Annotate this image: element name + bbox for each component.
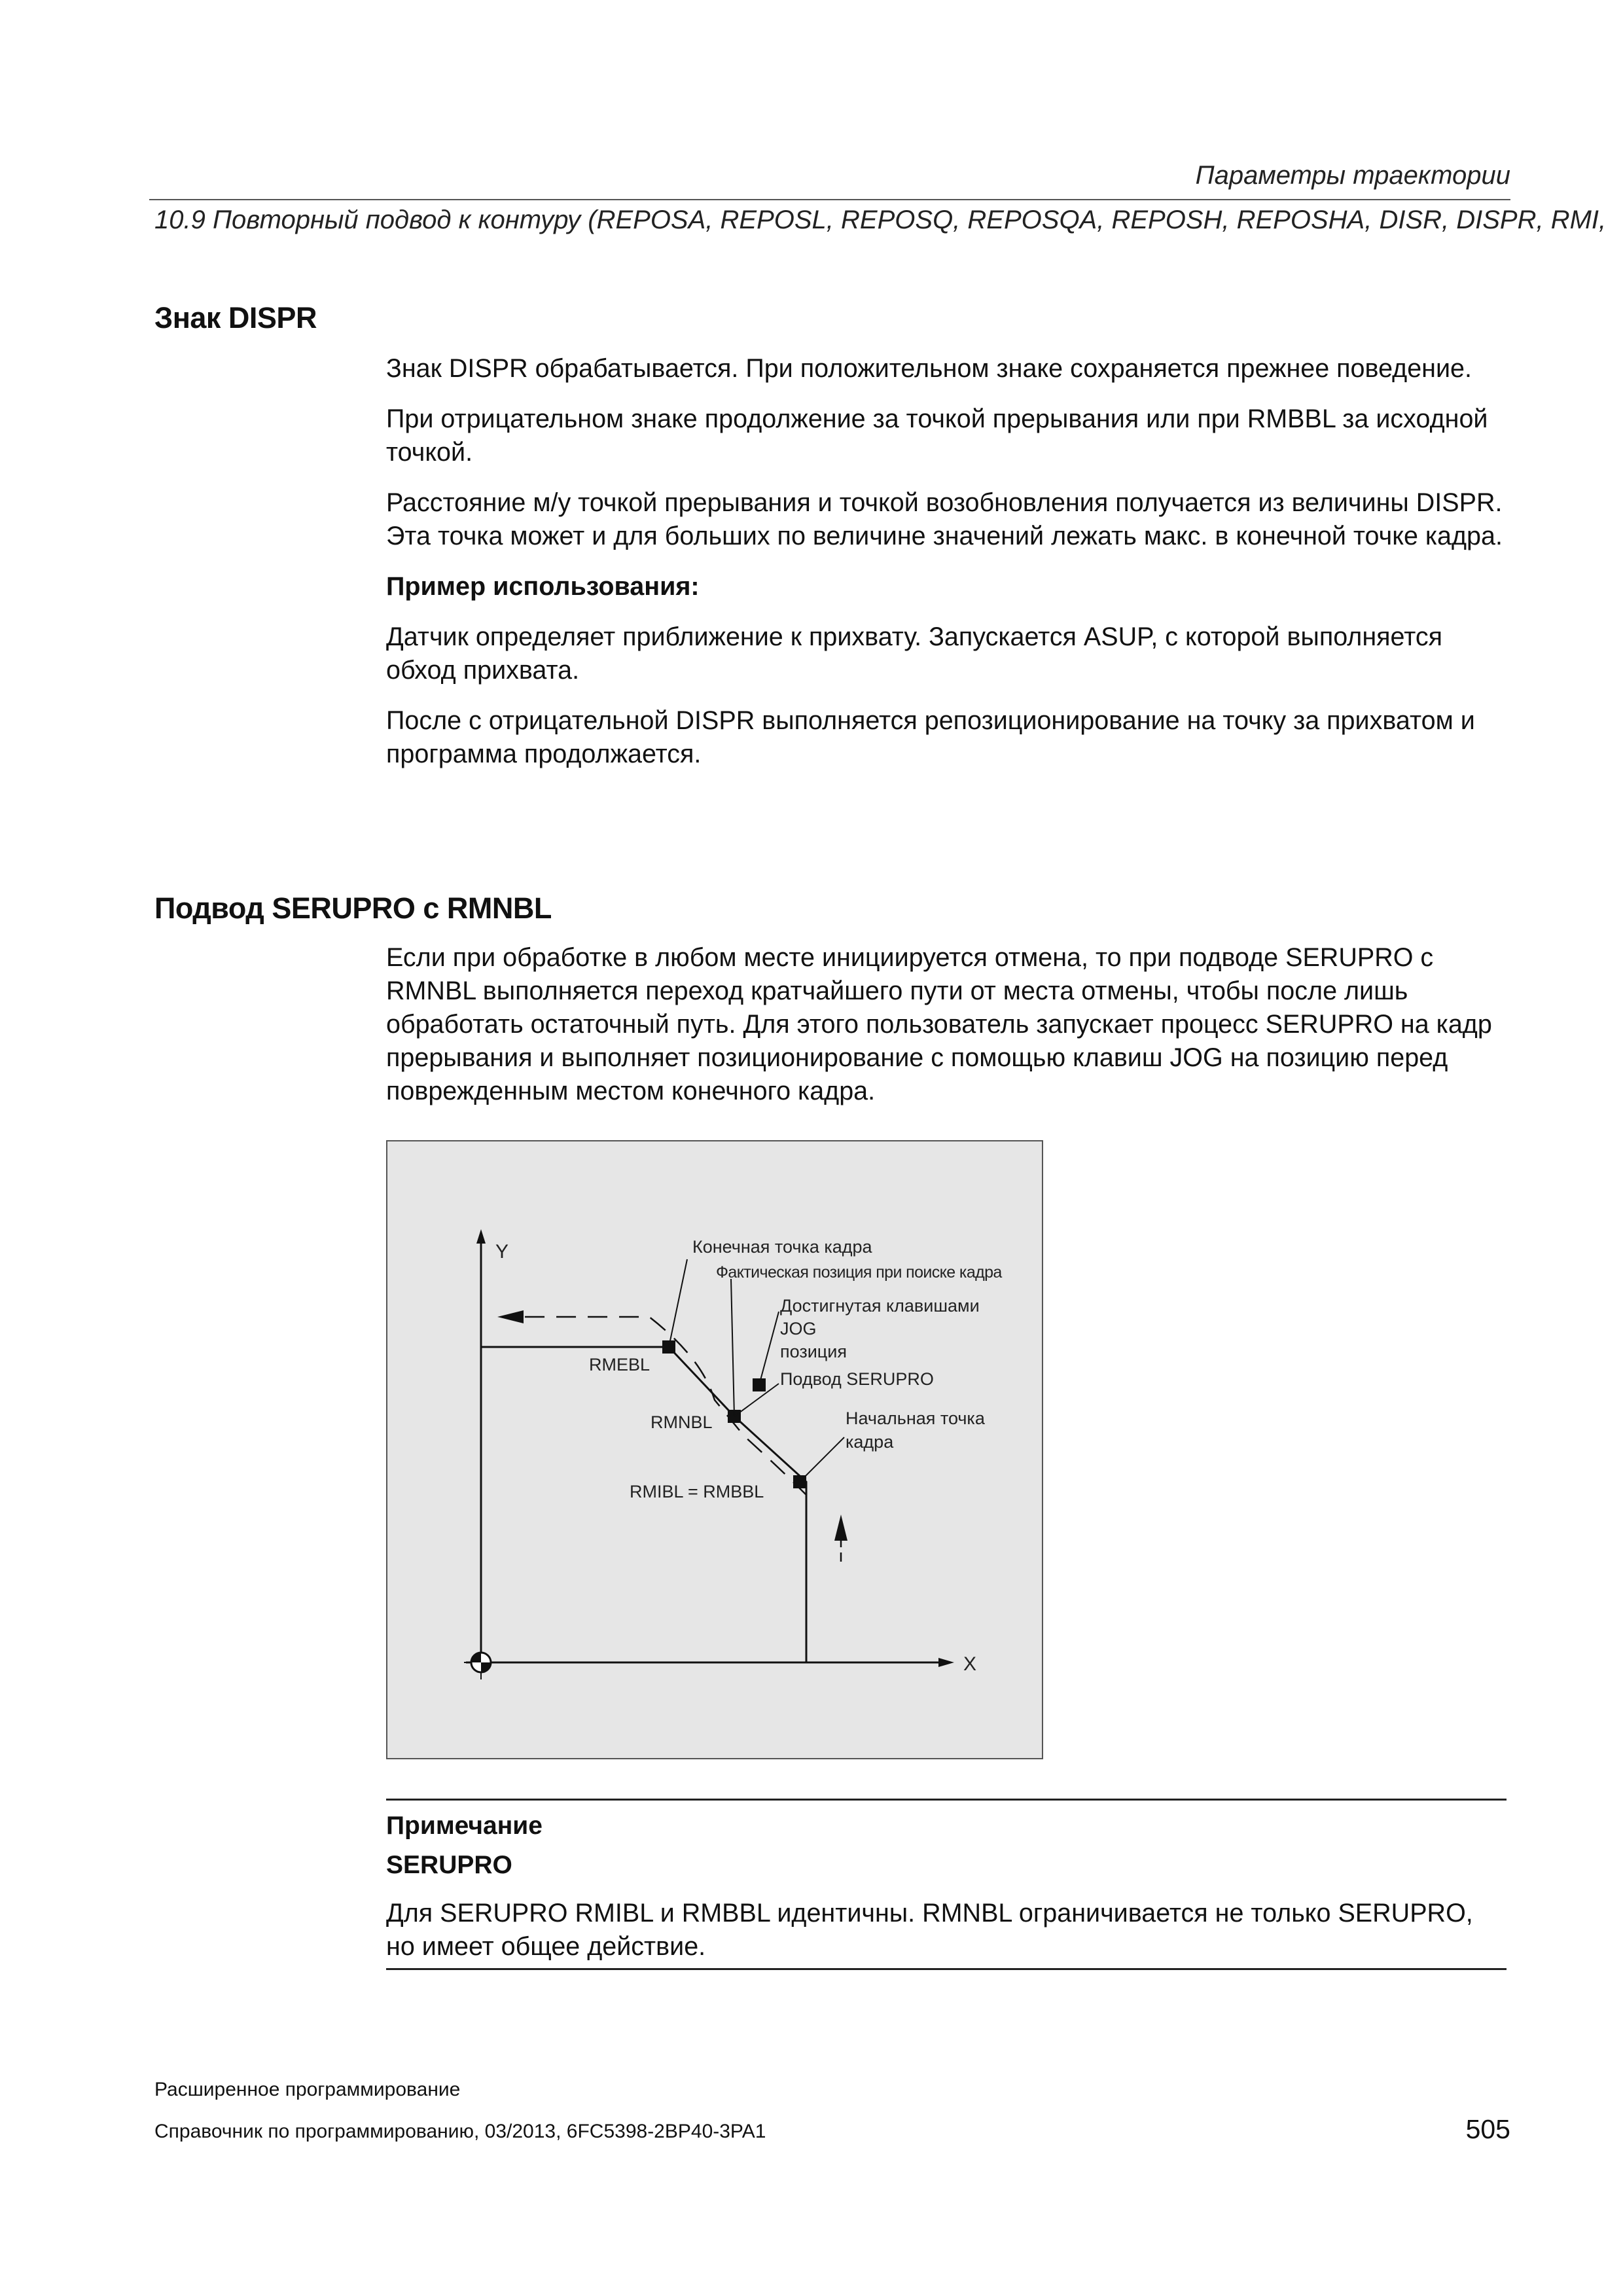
section-dispr-body: [386, 352, 1512, 788]
note-bottom-rule: [386, 1968, 1507, 1970]
x-axis-label: X: [963, 1653, 977, 1675]
running-header-title: Параметры траектории: [1195, 161, 1510, 190]
label-serupro-approach: Подвод SERUPRO: [780, 1369, 934, 1389]
note-top-rule: [386, 1799, 1507, 1801]
label-jog-line1: Достигнутая клавишами: [780, 1296, 980, 1316]
footer-reference: Справочник по программированию, 03/2013, 6FC5398-2BP40-3PA1: [154, 2121, 766, 2142]
label-actual-position: Фактическая позиция при поиске кадра: [716, 1263, 1002, 1282]
approach-arrow-icon: [834, 1515, 847, 1541]
dashed-path-arrow-icon: [497, 1310, 524, 1323]
label-end-point: Конечная точка кадра: [692, 1237, 872, 1257]
footer-book-title: Расширенное программирование: [154, 2079, 461, 2100]
leader-actual-position: [731, 1279, 734, 1416]
page-number: 505: [1465, 2114, 1510, 2144]
origin-symbol-icon: [464, 1645, 498, 1679]
y-axis-label: Y: [495, 1241, 509, 1263]
contour-diagram: [387, 1141, 1042, 1758]
x-axis-arrow-icon: [938, 1658, 954, 1667]
example-heading: Пример использования:: [386, 572, 700, 601]
note-title: Примечание: [386, 1812, 543, 1840]
leader-start-point: [800, 1437, 844, 1482]
label-rmibl-rmbbl: RMIBL = RMBBL: [630, 1482, 764, 1501]
section-heading-serupro-rmnbl: Подвод SERUPRO с RMNBL: [154, 891, 552, 925]
label-start-point-line1: Начальная точка: [846, 1408, 985, 1428]
header-rule: [149, 199, 1510, 200]
label-rmebl: RMEBL: [589, 1355, 651, 1374]
label-rmnbl: RMNBL: [651, 1412, 713, 1432]
paragraph: Датчик определяет приближение к прихвату. Запускается ASUP, с которой выполняется обход прихвата.: [386, 622, 1443, 685]
section-heading-dispr-sign: Знак DISPR: [154, 301, 317, 334]
paragraph: При отрицательном знаке продолжение за точкой прерывания или при RMBBL за исходной точкой.: [386, 404, 1488, 467]
label-jog-line2: JOG: [780, 1319, 817, 1338]
label-start-point-line2: кадра: [846, 1432, 894, 1452]
note-subtitle: SERUPRO: [386, 1851, 512, 1879]
label-jog-line3: позиция: [780, 1342, 847, 1361]
contour-approach-figure: [386, 1140, 1043, 1759]
section-serupro-body: [386, 941, 1512, 1125]
running-header-subsection: 10.9 Повторный подвод к контуру (REPOSA, REPOSL, REPOSQ, REPOSQA, REPOSH, REPOSHA, DISR, DISPR, RMI,: [154, 206, 1607, 234]
paragraph: После с отрицательной DISPR выполняется репозиционирование на точку за прихватом и программа продолжается.: [386, 706, 1475, 768]
note-text: Для SERUPRO RMIBL и RMBBL идентичны. RMNBL ограничивается не только SERUPRO, но имеет общее действие.: [386, 1899, 1473, 1961]
workpiece-contour: [481, 1347, 806, 1662]
paragraph: Знак DISPR обрабатывается. При положительном знаке сохраняется прежнее поведение.: [386, 354, 1472, 383]
y-axis-arrow-icon: [476, 1229, 486, 1244]
leader-end-point: [669, 1259, 687, 1347]
paragraph: Расстояние м/у точкой прерывания и точкой возобновления получается из величины DISPR. Эта точка может и для больших по величине значений лежать макс. в конечной точке кадра.: [386, 488, 1503, 550]
leader-jog: [759, 1312, 779, 1385]
paragraph: Если при обработке в любом месте инициируется отмена, то при подводе SERUPRO с RMNBL выполняется переход кратчайшего пути от места отмены, чтобы после лишь обработать остаточный путь. Для этого пользователь запускает процесс SERUPRO на кадр прерывания и выполняет позиционирование с помощью клавиш JOG на позицию перед поврежденным местом конечного кадра.: [386, 943, 1492, 1105]
